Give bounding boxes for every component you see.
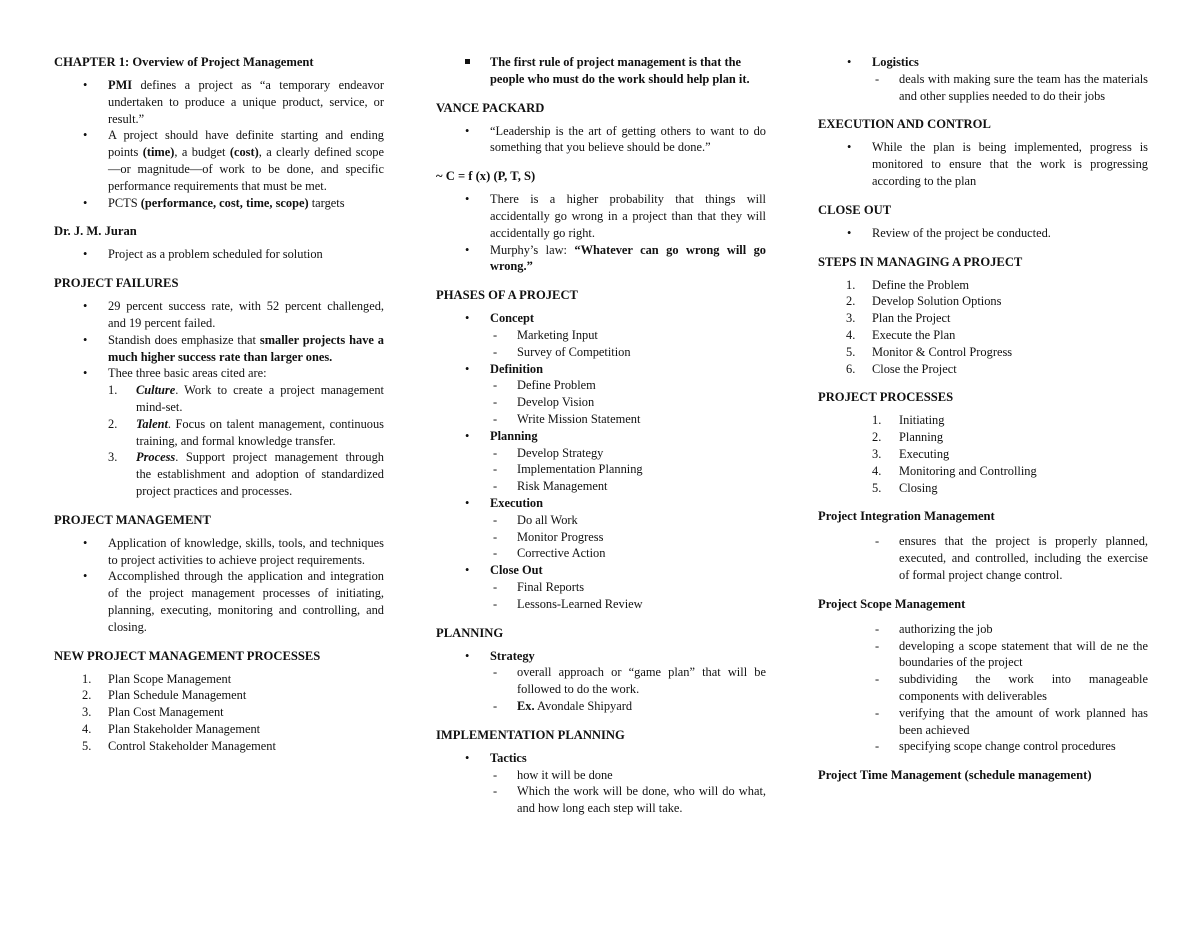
list-item: - deals with making sure the team has the materials and other supplies needed to do their jobs [872,71,1148,105]
list-item: • Planning - Develop Strategy - Implementation Planning - Risk Management [436,428,766,495]
list-item: 3. Process. Support project management through the establishment and adoption of standardized project practices and processes. [108,450,384,498]
list-item: The first rule of project management is that the people who must do the work should help plan it. [436,54,766,88]
section-heading-steps: STEPS IN MANAGING A PROJECT [818,254,1023,269]
section-heading-project-failures: PROJECT FAILURES [54,276,179,291]
list-item: 5. Control Stakeholder Management [82,738,276,753]
integration-list [818,533,1148,583]
list-item: • A project should have definite starting and ending points (time), a budget (cost), a clearly defined scope—or magnitude—of work to be done, and specific performance requirements that must be met. [54,127,384,194]
list-item: • Strategy - overall approach or “game plan” that will be followed to do the work. - Ex. Avondale Shipyard [436,648,766,715]
list-item: • Tactics - how it will be done - Which the work will be done, who will do what, and how long each step will take. [436,750,766,817]
section-heading-formula: ~ C = f (x) (P, T, S) [436,169,536,184]
scope-list [818,621,1148,755]
juran-list [54,246,384,263]
list-item: - verifying that the amount of work planned has been achieved [818,705,1148,739]
list-item: • Project as a problem scheduled for solution [54,246,384,263]
list-item: • Concept - Marketing Input - Survey of Competition [436,310,766,360]
list-item: - Write Mission Statement [490,411,766,428]
list-item: • PCTS (performance, cost, time, scope) targets [54,195,384,212]
list-item: • There is a higher probability that things will accidentally go wrong in a project than that they will accidentally go right. [436,191,766,241]
implementation-list [436,750,766,817]
sub-list [490,327,766,361]
pmi-list [54,77,384,211]
list-item: - how it will be done [490,767,766,784]
list-item: 1. Culture. Work to create a project management mind-set. [108,383,384,414]
list-item: - Lessons-Learned Review [490,596,766,613]
failures-list [54,298,384,500]
list-item: • Application of knowledge, skills, tools, and techniques to project activities to achieve project requirements. [54,535,384,569]
close-out-list [818,225,1148,242]
list-item: - Risk Management [490,478,766,495]
list-item: • “Leadership is the art of getting others to want to do something that you believe should be done.” [436,123,766,157]
list-item: 2. Develop Solution Options [846,294,1002,309]
sub-list [490,767,766,817]
list-item: • Murphy’s law: “Whatever can go wrong will go wrong.” [436,242,766,276]
list-item: - overall approach or “game plan” that will be followed to do the work. [490,664,766,698]
list-item: • 29 percent success rate, with 52 percent challenged, and 19 percent failed. [54,298,384,332]
list-item: • Execution - Do all Work - Monitor Progress - Corrective Action [436,495,766,562]
list-item: 4. Monitoring and Controlling [872,463,1037,478]
section-heading-phases: PHASES OF A PROJECT [436,288,578,303]
list-item: 1. Initiating [872,413,945,428]
list-item: 1. Plan Scope Management [82,671,232,686]
execution-list [818,139,1148,189]
planning-list [436,648,766,715]
list-item: • Logistics - deals with making sure the team has the materials and other supplies needed to do their jobs [818,54,1148,104]
list-item: • Definition - Define Problem - Develop Vision - Write Mission Statement [436,361,766,428]
list-item: - Implementation Planning [490,461,766,478]
section-heading-execution-control: EXECUTION AND CONTROL [818,117,991,132]
list-item: - authorizing the job [818,621,1148,638]
section-heading-time-management: Project Time Management (schedule management) [818,768,1092,783]
list-item: • Review of the project be conducted. [818,225,1148,242]
list-item: 4. Execute the Plan [846,327,956,342]
list-item: - developing a scope statement that will de ne the boundaries of the project [818,638,1148,672]
list-item: 1. Define the Problem [846,277,970,292]
phases-list [436,310,766,612]
list-item: 3. Plan Cost Management [82,705,224,720]
steps-list [818,277,1148,378]
list-item: • Accomplished through the application and integration of the project management processes of initiating, planning, executing, monitoring and controlling, and closing. [54,568,384,635]
chapter-title: CHAPTER 1: Overview of Project Management [54,55,314,69]
sub-list [490,445,766,495]
list-item: - Do all Work [490,512,766,529]
list-item: - Final Reports [490,579,766,596]
list-item: 3. Executing [872,446,950,461]
list-item: - Monitor Progress [490,529,766,546]
areas-list [108,382,384,500]
list-item: - Marketing Input [490,327,766,344]
list-item: 2. Talent. Focus on talent management, continuous training, and formal knowledge transfer. [108,416,384,448]
pm-list [54,535,384,636]
list-item: - Survey of Competition [490,344,766,361]
section-heading-project-processes: PROJECT PROCESSES [818,390,954,405]
section-heading-implementation: IMPLEMENTATION PLANNING [436,727,625,742]
list-item: - subdividing the work into manageable components with deliverables [818,671,1148,705]
column-right [818,54,1148,784]
section-heading-close-out: CLOSE OUT [818,202,892,217]
list-item: 4. Plan Stakeholder Management [82,721,261,736]
vance-list [436,123,766,157]
section-heading-vance-packard: VANCE PACKARD [436,100,545,115]
list-item: 6. Close the Project [846,361,957,376]
section-heading-planning: PLANNING [436,625,504,640]
list-item: • PMI defines a project as “a temporary endeavor undertaken to produce a unique product, service, or result.” [54,77,384,127]
list-item: - Develop Strategy [490,445,766,462]
sub-list [490,579,766,613]
list-item: - Which the work will be done, who will do what, and how long each step will take. [490,783,766,817]
list-item: • While the plan is being implemented, progress is monitored to ensure that the work is progressing according to the plan [818,139,1148,189]
list-item: - Ex. Avondale Shipyard [490,698,766,715]
list-item: 2. Plan Schedule Management [82,688,247,703]
list-item: 2. Planning [872,430,944,445]
sub-list [490,664,766,714]
list-item: - Define Problem [490,377,766,394]
list-item: - specifying scope change control procedures [818,738,1148,755]
list-item: 3. Plan the Project [846,311,951,326]
section-heading-new-processes: NEW PROJECT MANAGEMENT PROCESSES [54,648,321,663]
processes-list [818,412,1148,496]
section-heading-scope: Project Scope Management [818,596,966,611]
formula-list [436,191,766,275]
section-heading-juran: Dr. J. M. Juran [54,224,137,239]
column-middle [436,54,766,817]
list-item: - ensures that the project is properly planned, executed, and controlled, including the exercise of formal project change control. [818,533,1148,583]
list-item: - Develop Vision [490,394,766,411]
list-item: - Corrective Action [490,545,766,562]
sub-list [872,71,1148,105]
list-item: • Thee three basic areas cited are: 1. Culture. Work to create a project management mind-set. 2. Talent. Focus on talent management, continuous training, and formal knowledge transfer. 3. Process. Support project management through the establishment and adoption of standardized project practices and processes. [54,365,384,499]
sub-list [490,512,766,562]
sub-list [490,377,766,427]
list-item: • Close Out - Final Reports - Lessons-Learned Review [436,562,766,612]
first-rule-list [436,54,766,88]
column-left [54,54,384,755]
list-item: 5. Closing [872,480,938,495]
list-item: 5. Monitor & Control Progress [846,344,1013,359]
new-processes-list [54,671,384,755]
section-heading-project-management: PROJECT MANAGEMENT [54,512,211,527]
list-item: • Standish does emphasize that smaller projects have a much higher success rate than larger ones. [54,332,384,366]
logistics-list [818,54,1148,104]
section-heading-integration: Project Integration Management [818,509,995,524]
